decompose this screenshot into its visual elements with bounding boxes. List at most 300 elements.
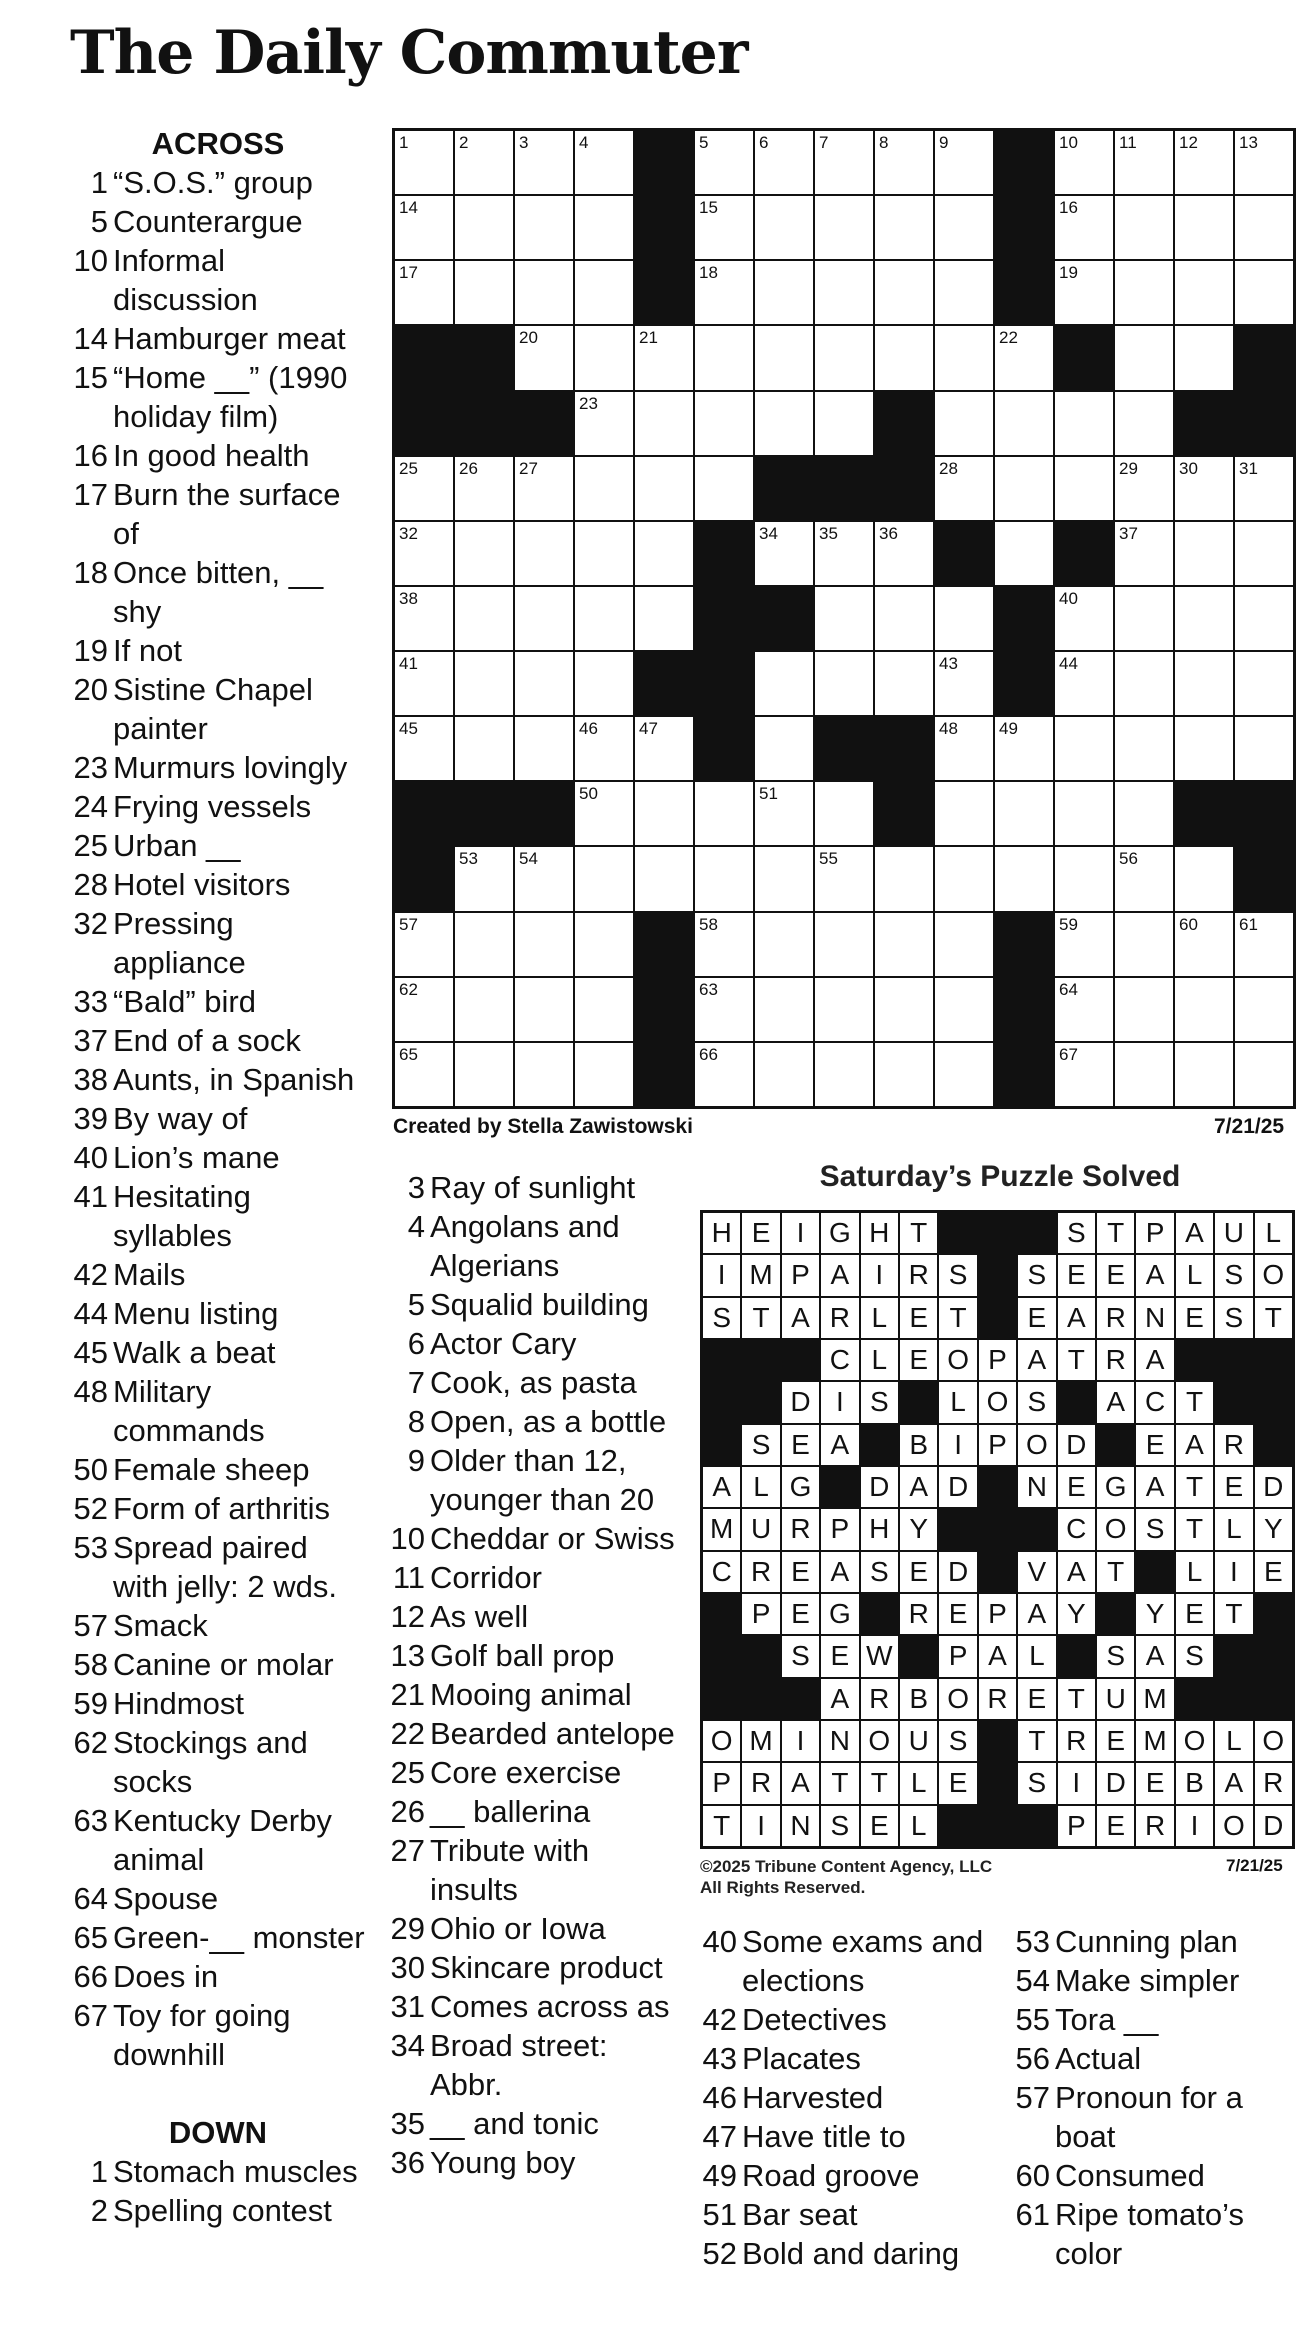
- clue-text: Mooing animal: [430, 1677, 632, 1712]
- grid-cell[interactable]: [815, 261, 873, 324]
- grid-cell[interactable]: [1055, 717, 1113, 780]
- clue-item: [68, 436, 368, 475]
- grid-cell[interactable]: [815, 847, 873, 910]
- grid-cell[interactable]: [1115, 717, 1173, 780]
- black-square: [1055, 522, 1113, 585]
- grid-cell[interactable]: [635, 717, 693, 780]
- cell-letter: P: [712, 1767, 732, 1799]
- grid-cell[interactable]: [455, 196, 513, 259]
- cell-number: 4: [579, 133, 589, 152]
- clue-number: 28: [73, 867, 108, 902]
- grid-cell[interactable]: [455, 652, 513, 715]
- grid-cell[interactable]: [1175, 913, 1233, 976]
- cell-number: 19: [1059, 263, 1078, 283]
- grid-cell[interactable]: [755, 392, 813, 455]
- grid-cell[interactable]: [695, 1043, 753, 1106]
- grid-cell[interactable]: [995, 392, 1053, 455]
- grid-cell[interactable]: [755, 978, 813, 1041]
- grid-cell[interactable]: [1175, 978, 1233, 1041]
- cell-number: 56: [1119, 849, 1138, 869]
- clue-item: [68, 202, 368, 241]
- grid-cell[interactable]: [515, 457, 573, 520]
- grid-cell[interactable]: [635, 782, 693, 845]
- grid-cell[interactable]: [515, 1043, 573, 1106]
- cell-letter: E: [1027, 1301, 1047, 1333]
- solved-cell: [1215, 1552, 1252, 1592]
- clue-item: [697, 2117, 1002, 2156]
- puzzle-credit: Created by Stella Zawistowski: [393, 1115, 693, 1138]
- cell-number: 11: [1119, 133, 1137, 152]
- grid-cell[interactable]: [1115, 522, 1173, 585]
- grid-cell[interactable]: [455, 1043, 513, 1106]
- solved-cell: [1136, 1213, 1173, 1253]
- grid-cell[interactable]: [995, 782, 1053, 845]
- grid-cell[interactable]: [395, 196, 453, 259]
- grid-cell[interactable]: [395, 717, 453, 780]
- grid-cell[interactable]: [815, 978, 873, 1041]
- grid-cell[interactable]: [1235, 457, 1293, 520]
- solved-cell: [703, 1806, 740, 1846]
- grid-cell[interactable]: [575, 913, 633, 976]
- grid-cell[interactable]: [935, 847, 993, 910]
- grid-cell[interactable]: [635, 847, 693, 910]
- grid-cell[interactable]: [695, 847, 753, 910]
- clue-item: [68, 241, 368, 319]
- grid-cell[interactable]: [1055, 1043, 1113, 1106]
- grid-cell[interactable]: [875, 326, 933, 389]
- solved-cell: [1097, 1255, 1134, 1295]
- grid-cell[interactable]: [1175, 587, 1233, 650]
- grid-cell[interactable]: [935, 913, 993, 976]
- solved-cell: [1215, 1721, 1252, 1761]
- grid-cell[interactable]: [935, 326, 993, 389]
- clue-item: [68, 553, 368, 631]
- solved-cell: [900, 1213, 937, 1253]
- grid-cell[interactable]: [1115, 261, 1173, 324]
- cell-letter: E: [791, 1428, 810, 1460]
- grid-cell[interactable]: [1175, 261, 1233, 324]
- clue-number: 29: [390, 1911, 425, 1946]
- cell-number: 3: [519, 133, 529, 152]
- grid-cell[interactable]: [635, 587, 693, 650]
- grid-cell[interactable]: [1235, 261, 1293, 324]
- grid-cell[interactable]: [395, 131, 453, 194]
- grid-cell[interactable]: [515, 717, 573, 780]
- grid-cell[interactable]: [755, 326, 813, 389]
- grid-cell[interactable]: [875, 131, 933, 194]
- grid-cell[interactable]: [935, 457, 993, 520]
- grid-cell[interactable]: [935, 978, 993, 1041]
- solved-cell: [1058, 1763, 1095, 1803]
- grid-cell[interactable]: [875, 1043, 933, 1106]
- solved-cell: [1058, 1721, 1095, 1761]
- black-square: [755, 457, 813, 520]
- clue-text: Tribute with insults: [430, 1833, 590, 1907]
- clue-item: [68, 1021, 368, 1060]
- grid-cell[interactable]: [1175, 652, 1233, 715]
- cell-letter: E: [909, 1555, 929, 1587]
- cell-letter: C: [1066, 1513, 1087, 1545]
- clue-text: Cheddar or Swiss: [430, 1521, 675, 1556]
- grid-cell[interactable]: [815, 326, 873, 389]
- grid-cell[interactable]: [815, 913, 873, 976]
- grid-cell[interactable]: [515, 913, 573, 976]
- grid-cell[interactable]: [455, 717, 513, 780]
- black-square: [635, 913, 693, 976]
- grid-cell[interactable]: [995, 522, 1053, 585]
- clue-number: 10: [390, 1521, 425, 1556]
- clue-number: 52: [73, 1491, 108, 1526]
- solved-cell: [939, 1594, 976, 1634]
- cell-letter: E: [948, 1767, 968, 1799]
- grid-cell[interactable]: [455, 457, 513, 520]
- solved-cell: [1176, 1763, 1213, 1803]
- grid-cell[interactable]: [875, 196, 933, 259]
- grid-cell[interactable]: [935, 196, 993, 259]
- black-square: [1235, 782, 1293, 845]
- grid-cell[interactable]: [1055, 457, 1113, 520]
- clue-item: [697, 2000, 1002, 2039]
- grid-cell[interactable]: [815, 1043, 873, 1106]
- grid-cell[interactable]: [395, 913, 453, 976]
- grid-cell[interactable]: [515, 196, 573, 259]
- grid-cell[interactable]: [875, 261, 933, 324]
- cell-number: 30: [1179, 458, 1198, 478]
- clue-item: [1010, 1961, 1305, 2000]
- grid-cell[interactable]: [875, 913, 933, 976]
- grid-cell[interactable]: [515, 131, 573, 194]
- clue-text: Sistine Chapel painter: [113, 672, 313, 746]
- grid-cell[interactable]: [395, 1043, 453, 1106]
- solved-cell: [939, 1467, 976, 1507]
- clue-number: 53: [73, 1530, 108, 1565]
- solved-cell: [1215, 1298, 1252, 1338]
- grid-cell[interactable]: [515, 978, 573, 1041]
- grid-cell[interactable]: [515, 522, 573, 585]
- across-clue-column: [68, 124, 368, 2230]
- grid-cell[interactable]: [1055, 782, 1113, 845]
- cell-letter: R: [750, 1555, 772, 1587]
- grid-cell[interactable]: [935, 652, 993, 715]
- black-square: [995, 913, 1053, 976]
- cell-letter: E: [948, 1598, 968, 1630]
- clue-text: In good health: [113, 438, 310, 473]
- grid-cell[interactable]: [395, 978, 453, 1041]
- grid-cell[interactable]: [755, 522, 813, 585]
- grid-cell[interactable]: [755, 717, 813, 780]
- grid-cell[interactable]: [635, 326, 693, 389]
- cell-letter: S: [1027, 1259, 1047, 1291]
- grid-cell[interactable]: [1235, 196, 1293, 259]
- cell-letter: O: [947, 1344, 969, 1376]
- solved-cell: [1255, 1763, 1292, 1803]
- grid-cell[interactable]: [575, 457, 633, 520]
- grid-cell[interactable]: [1175, 196, 1233, 259]
- clue-item: [385, 1987, 685, 2026]
- clue-item: [697, 2078, 1002, 2117]
- clue-item: [385, 2026, 685, 2104]
- grid-cell[interactable]: [875, 587, 933, 650]
- grid-cell[interactable]: [575, 847, 633, 910]
- grid-cell[interactable]: [455, 261, 513, 324]
- grid-cell[interactable]: [1115, 196, 1173, 259]
- grid-cell[interactable]: [1235, 522, 1293, 585]
- black-square: [455, 326, 513, 389]
- solved-cell: [861, 1636, 898, 1676]
- grid-cell[interactable]: [575, 326, 633, 389]
- grid-cell[interactable]: [815, 652, 873, 715]
- black-square: [782, 1340, 819, 1380]
- cell-letter: T: [1185, 1513, 1204, 1545]
- grid-cell[interactable]: [815, 587, 873, 650]
- solved-cell: [821, 1552, 858, 1592]
- grid-cell[interactable]: [935, 717, 993, 780]
- grid-cell[interactable]: [755, 913, 813, 976]
- cell-letter: Y: [1145, 1598, 1165, 1630]
- solved-cell: [742, 1255, 779, 1295]
- grid-cell[interactable]: [515, 587, 573, 650]
- grid-cell[interactable]: [815, 782, 873, 845]
- grid-cell[interactable]: [1055, 913, 1113, 976]
- solved-cell: [703, 1255, 740, 1295]
- cell-letter: E: [791, 1555, 810, 1587]
- clue-text: Canine or molar: [113, 1647, 334, 1682]
- grid-cell[interactable]: [1115, 652, 1173, 715]
- grid-cell[interactable]: [395, 457, 453, 520]
- grid-cell[interactable]: [1055, 847, 1113, 910]
- cell-letter: U: [750, 1513, 772, 1545]
- grid-cell[interactable]: [695, 978, 753, 1041]
- solved-cell: [782, 1425, 819, 1465]
- solved-cell: [782, 1594, 819, 1634]
- grid-cell[interactable]: [695, 261, 753, 324]
- grid-cell[interactable]: [1055, 131, 1113, 194]
- clue-number: 34: [390, 2028, 425, 2063]
- grid-cell[interactable]: [875, 652, 933, 715]
- clue-number: 53: [1015, 1924, 1050, 1959]
- solved-cell: [821, 1340, 858, 1380]
- grid-cell[interactable]: [1115, 978, 1173, 1041]
- down-clue-list-part2: [385, 1168, 685, 2182]
- grid-cell[interactable]: [755, 782, 813, 845]
- solved-cell: [821, 1806, 858, 1846]
- grid-cell[interactable]: [1115, 392, 1173, 455]
- grid-cell[interactable]: [1175, 131, 1233, 194]
- grid-cell[interactable]: [395, 652, 453, 715]
- grid-cell[interactable]: [1055, 261, 1113, 324]
- solved-cell: [861, 1213, 898, 1253]
- grid-cell[interactable]: [1055, 587, 1113, 650]
- solved-date: 7/21/25: [1226, 1856, 1283, 1875]
- grid-cell[interactable]: [695, 196, 753, 259]
- grid-cell[interactable]: [695, 392, 753, 455]
- black-square: [1255, 1594, 1292, 1634]
- grid-cell[interactable]: [575, 522, 633, 585]
- grid-cell[interactable]: [1115, 782, 1173, 845]
- grid-cell[interactable]: [575, 261, 633, 324]
- solved-cell: [1215, 1806, 1252, 1846]
- grid-cell[interactable]: [575, 717, 633, 780]
- grid-cell[interactable]: [1055, 196, 1113, 259]
- grid-cell[interactable]: [1175, 847, 1233, 910]
- grid-cell[interactable]: [1115, 326, 1173, 389]
- grid-cell[interactable]: [1235, 913, 1293, 976]
- grid-cell[interactable]: [1115, 587, 1173, 650]
- grid-cell[interactable]: [935, 1043, 993, 1106]
- grid-cell[interactable]: [995, 326, 1053, 389]
- clue-text: Form of arthritis: [113, 1491, 331, 1526]
- grid-cell[interactable]: [575, 978, 633, 1041]
- grid-cell[interactable]: [1175, 457, 1233, 520]
- grid-cell[interactable]: [395, 587, 453, 650]
- grid-cell[interactable]: [1115, 131, 1173, 194]
- grid-cell[interactable]: [815, 196, 873, 259]
- grid-cell[interactable]: [935, 392, 993, 455]
- solved-cell: [782, 1255, 819, 1295]
- grid-cell[interactable]: [935, 131, 993, 194]
- solved-cell: [1136, 1721, 1173, 1761]
- grid-cell[interactable]: [1175, 522, 1233, 585]
- grid-cell[interactable]: [875, 978, 933, 1041]
- solved-cell: [742, 1763, 779, 1803]
- grid-cell[interactable]: [755, 1043, 813, 1106]
- grid-cell[interactable]: [635, 457, 693, 520]
- grid-cell[interactable]: [995, 457, 1053, 520]
- grid-cell[interactable]: [575, 782, 633, 845]
- grid-cell[interactable]: [1175, 717, 1233, 780]
- grid-cell[interactable]: [875, 847, 933, 910]
- solved-cell: [900, 1509, 937, 1549]
- clue-text: Cunning plan: [1055, 1924, 1238, 1959]
- cell-letter: R: [908, 1598, 929, 1630]
- cell-letter: L: [753, 1471, 769, 1503]
- grid-cell[interactable]: [635, 392, 693, 455]
- cell-letter: O: [986, 1386, 1009, 1418]
- cell-number: 17: [399, 263, 418, 283]
- grid-cell[interactable]: [395, 522, 453, 585]
- grid-cell[interactable]: [575, 1043, 633, 1106]
- grid-cell[interactable]: [455, 587, 513, 650]
- cell-number: 64: [1059, 979, 1078, 999]
- grid-cell[interactable]: [695, 131, 753, 194]
- cell-letter: S: [869, 1555, 889, 1587]
- down-clue-column-2: [385, 1168, 685, 2182]
- grid-cell[interactable]: [875, 522, 933, 585]
- clue-text: Angolans and Algerians: [430, 1209, 620, 1283]
- grid-cell[interactable]: [695, 326, 753, 389]
- cell-letter: S: [791, 1640, 810, 1672]
- grid-cell[interactable]: [1055, 978, 1113, 1041]
- grid-cell[interactable]: [995, 847, 1053, 910]
- cell-letter: E: [1224, 1471, 1244, 1503]
- clue-item: [68, 631, 368, 670]
- grid-cell[interactable]: [1055, 392, 1113, 455]
- solved-cell: [1136, 1679, 1173, 1719]
- grid-cell[interactable]: [755, 196, 813, 259]
- grid-cell[interactable]: [695, 782, 753, 845]
- grid-cell[interactable]: [755, 261, 813, 324]
- grid-cell[interactable]: [695, 457, 753, 520]
- clue-number: 49: [702, 2158, 737, 2193]
- grid-cell[interactable]: [455, 913, 513, 976]
- grid-cell[interactable]: [1235, 131, 1293, 194]
- grid-cell[interactable]: [1235, 978, 1293, 1041]
- grid-cell[interactable]: [815, 522, 873, 585]
- grid-cell[interactable]: [755, 131, 813, 194]
- grid-cell[interactable]: [815, 131, 873, 194]
- grid-cell[interactable]: [755, 847, 813, 910]
- cell-letter: P: [948, 1640, 968, 1672]
- grid-cell[interactable]: [935, 587, 993, 650]
- black-square: [875, 717, 933, 780]
- grid-cell[interactable]: [575, 652, 633, 715]
- grid-cell[interactable]: [1175, 1043, 1233, 1106]
- black-square: [875, 392, 933, 455]
- solved-cell: [900, 1255, 937, 1295]
- grid-cell[interactable]: [995, 717, 1053, 780]
- grid-cell[interactable]: [515, 847, 573, 910]
- grid-cell[interactable]: [635, 522, 693, 585]
- grid-cell[interactable]: [575, 392, 633, 455]
- grid-cell[interactable]: [935, 261, 993, 324]
- grid-cell[interactable]: [1175, 326, 1233, 389]
- clue-item: [68, 1996, 368, 2074]
- cell-letter: D: [869, 1471, 890, 1503]
- grid-cell[interactable]: [1115, 847, 1173, 910]
- black-square: [900, 1636, 937, 1676]
- grid-cell[interactable]: [455, 978, 513, 1041]
- grid-cell[interactable]: [695, 913, 753, 976]
- grid-cell[interactable]: [1235, 717, 1293, 780]
- black-square: [979, 1298, 1016, 1338]
- cell-letter: E: [1106, 1259, 1126, 1291]
- grid-cell[interactable]: [755, 652, 813, 715]
- grid-cell[interactable]: [395, 261, 453, 324]
- grid-cell[interactable]: [815, 392, 873, 455]
- black-square: [635, 652, 693, 715]
- grid-cell[interactable]: [575, 131, 633, 194]
- cell-letter: A: [1224, 1767, 1244, 1799]
- black-square: [1058, 1636, 1095, 1676]
- grid-cell[interactable]: [455, 131, 513, 194]
- grid-cell[interactable]: [1235, 652, 1293, 715]
- grid-cell[interactable]: [515, 326, 573, 389]
- cell-letter: L: [1186, 1259, 1203, 1291]
- grid-cell[interactable]: [575, 587, 633, 650]
- black-square: [1176, 1679, 1213, 1719]
- grid-cell[interactable]: [455, 847, 513, 910]
- grid-cell[interactable]: [515, 261, 573, 324]
- cell-letter: O: [1262, 1725, 1285, 1757]
- solved-cell: [1215, 1594, 1252, 1634]
- grid-cell[interactable]: [575, 196, 633, 259]
- grid-cell[interactable]: [515, 652, 573, 715]
- black-square: [995, 978, 1053, 1041]
- grid-cell[interactable]: [1235, 587, 1293, 650]
- grid-cell[interactable]: [455, 522, 513, 585]
- solved-cell: [782, 1467, 819, 1507]
- cell-letter: T: [1067, 1682, 1085, 1714]
- grid-cell[interactable]: [1115, 913, 1173, 976]
- grid-cell[interactable]: [1115, 457, 1173, 520]
- clue-item: [385, 1597, 685, 1636]
- grid-cell[interactable]: [1115, 1043, 1173, 1106]
- grid-cell[interactable]: [935, 782, 993, 845]
- cell-letter: A: [830, 1555, 850, 1587]
- grid-cell[interactable]: [1235, 1043, 1293, 1106]
- grid-cell[interactable]: [1055, 652, 1113, 715]
- solved-cell: [1097, 1382, 1134, 1422]
